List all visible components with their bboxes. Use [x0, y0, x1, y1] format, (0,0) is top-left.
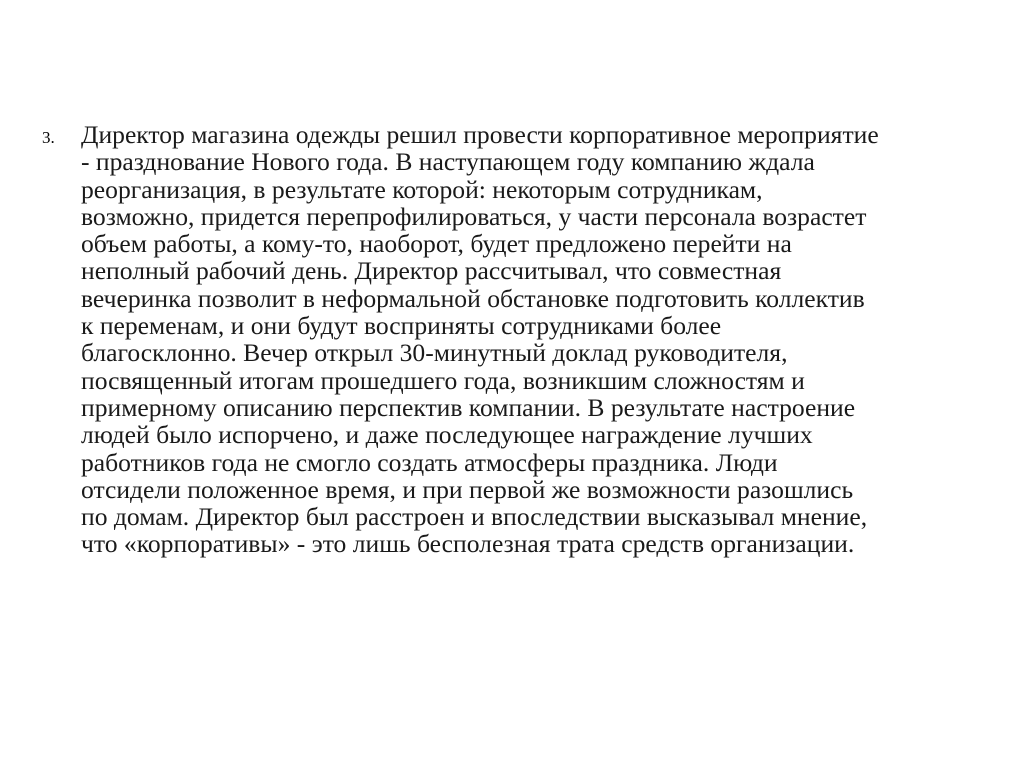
text-line: работников года не смогло создать атмосферы праздника. Люди	[81, 447, 778, 477]
text-line: что «корпоративы» - это лишь бесполезная трата средств организации.	[81, 529, 855, 559]
text-line: отсидели положенное время, и при первой же возможности разошлись	[81, 474, 854, 504]
text-line: - празднование Нового года. В наступающем году компанию ждала	[81, 147, 815, 177]
text-line: неполный рабочий день. Директор рассчитывал, что совместная	[81, 256, 782, 286]
text-line: людей было испорчено, и даже последующее награждение лучших	[81, 420, 813, 450]
text-line: реорганизация, в результате которой: некоторым сотрудникам,	[81, 174, 763, 204]
text-line: посвященный итогам прошедшего года, возникшим сложностям и	[81, 365, 805, 395]
case-description-text	[81, 121, 981, 558]
text-line: вечеринка позволит в неформальной обстановке подготовить коллектив	[81, 283, 865, 313]
text-line: к переменам, и они будут восприняты сотрудниками более	[81, 311, 722, 341]
text-line: примерному описанию перспектив компании. В результате настроение	[81, 392, 856, 422]
item-number: 3.	[42, 128, 55, 147]
text-line: Директор магазина одежды решил провести корпоративное мероприятие	[81, 120, 879, 149]
text-line: возможно, придется перепрофилироваться, у части персонала возрастет	[81, 201, 867, 231]
text-line: благосклонно. Вечер открыл 30-минутный доклад руководителя,	[81, 338, 788, 368]
text-line: по домам. Директор был расстроен и впоследствии высказывал мнение,	[81, 502, 868, 532]
numbered-paragraph	[42, 121, 982, 558]
text-line: объем работы, а кому-то, наоборот, будет предложено перейти на	[81, 229, 792, 259]
